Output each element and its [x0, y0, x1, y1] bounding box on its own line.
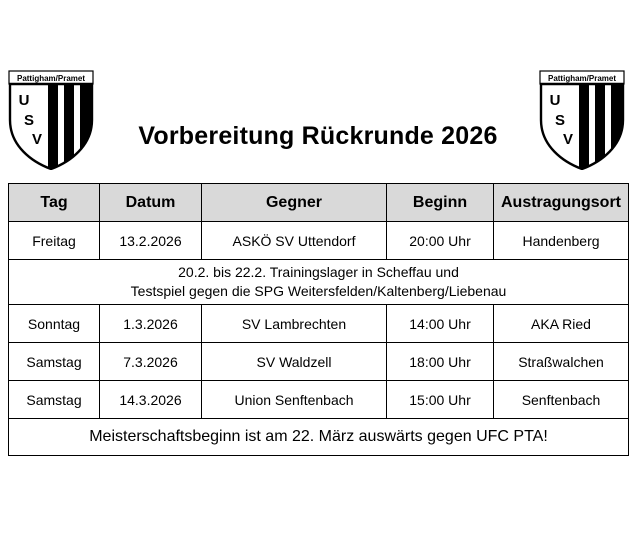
- training-camp-line-1: 20.2. bis 22.2. Trainingslager in Scheffau und: [178, 264, 459, 280]
- page-title: Vorbereitung Rückrunde 2026: [138, 122, 498, 150]
- cell-date: 13.2.2026: [100, 222, 202, 260]
- cell-opponent: SV Lambrechten: [202, 305, 387, 343]
- header-tag: Tag: [9, 184, 100, 222]
- cell-opponent: Union Senftenbach: [202, 381, 387, 419]
- crest-letter-u: U: [18, 92, 30, 109]
- cell-venue: Straßwalchen: [494, 343, 629, 381]
- crest-letter-u: U: [549, 92, 561, 109]
- header-beginn: Beginn: [387, 184, 494, 222]
- season-start-note: Meisterschaftsbeginn ist am 22. März auswärts gegen UFC PTA!: [9, 419, 629, 456]
- header-datum: Datum: [100, 184, 202, 222]
- cell-time: 14:00 Uhr: [387, 305, 494, 343]
- cell-venue: Handenberg: [494, 222, 629, 260]
- crest-club-name: Pattigham/Pramet: [547, 74, 617, 83]
- training-camp-note: [9, 260, 629, 305]
- crest-letter-v: V: [562, 131, 574, 148]
- cell-time: 20:00 Uhr: [387, 222, 494, 260]
- table-header-row: [9, 184, 629, 222]
- cell-date: 14.3.2026: [100, 381, 202, 419]
- cell-opponent: ASKÖ SV Uttendorf: [202, 222, 387, 260]
- table-row: [9, 343, 629, 381]
- season-start-row: [9, 419, 629, 456]
- crest-letter-v: V: [31, 131, 43, 148]
- cell-day: Samstag: [9, 343, 100, 381]
- cell-time: 18:00 Uhr: [387, 343, 494, 381]
- cell-date: 1.3.2026: [100, 305, 202, 343]
- cell-opponent: SV Waldzell: [202, 343, 387, 381]
- header-austragungsort: Austragungsort: [494, 184, 629, 222]
- cell-venue: Senftenbach: [494, 381, 629, 419]
- crest-letter-s: S: [23, 112, 35, 129]
- table-row: [9, 305, 629, 343]
- cell-venue: AKA Ried: [494, 305, 629, 343]
- club-crest-right: [539, 70, 625, 170]
- training-camp-line-2: Testspiel gegen die SPG Weitersfelden/Kaltenberg/Liebenau: [130, 283, 507, 299]
- cell-date: 7.3.2026: [100, 343, 202, 381]
- training-camp-row: [9, 260, 629, 305]
- cell-day: Samstag: [9, 381, 100, 419]
- table-row: [9, 381, 629, 419]
- cell-time: 15:00 Uhr: [387, 381, 494, 419]
- club-crest-left: [8, 70, 94, 170]
- crest-club-name: Pattigham/Pramet: [16, 74, 86, 83]
- cell-day: Sonntag: [9, 305, 100, 343]
- header-gegner: Gegner: [202, 184, 387, 222]
- cell-day: Freitag: [9, 222, 100, 260]
- table-row: [9, 222, 629, 260]
- crest-letter-s: S: [554, 112, 566, 129]
- schedule-table: [8, 183, 629, 456]
